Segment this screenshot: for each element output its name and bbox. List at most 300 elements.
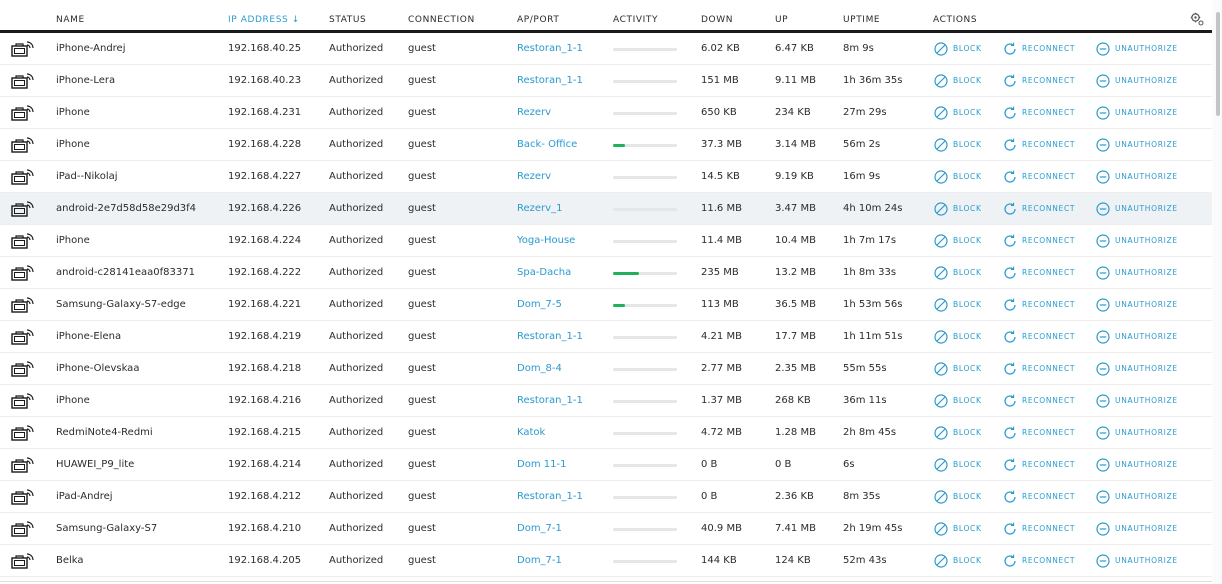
client-status: Authorized xyxy=(329,171,384,182)
activity-bar xyxy=(613,368,677,371)
reconnect-icon xyxy=(1003,330,1017,344)
wireless-device-icon xyxy=(11,488,35,506)
client-ap-link[interactable]: Restoran_1-1 xyxy=(517,331,583,342)
client-ip: 192.168.4.212 xyxy=(228,491,302,502)
client-row[interactable] xyxy=(0,417,1212,449)
activity-bar xyxy=(613,208,677,211)
client-down: 14.5 KB xyxy=(701,171,740,182)
reconnect-label: RECONNECT xyxy=(1022,236,1076,245)
client-ip: 192.168.4.222 xyxy=(228,267,302,278)
column-header-connection[interactable]: CONNECTION xyxy=(408,15,475,25)
client-ap-link[interactable]: Restoran_1-1 xyxy=(517,395,583,406)
client-name: iPhone-Elena xyxy=(56,331,122,342)
reconnect-icon xyxy=(1003,106,1017,120)
block-label: BLOCK xyxy=(953,204,982,213)
client-up: 7.41 MB xyxy=(775,523,816,534)
activity-bar xyxy=(613,240,677,243)
block-label: BLOCK xyxy=(953,44,982,53)
activity-bar xyxy=(613,560,677,563)
wireless-device-icon xyxy=(11,232,35,250)
reconnect-label: RECONNECT xyxy=(1022,460,1076,469)
wireless-device-icon xyxy=(11,328,35,346)
client-row[interactable] xyxy=(0,161,1212,193)
block-icon xyxy=(934,202,948,216)
wireless-device-icon xyxy=(11,360,35,378)
column-header-actions: ACTIONS xyxy=(933,15,978,25)
reconnect-label: RECONNECT xyxy=(1022,556,1076,565)
unauthorize-label: UNAUTHORIZE xyxy=(1115,524,1178,533)
activity-bar xyxy=(613,272,677,275)
client-down: 11.6 MB xyxy=(701,203,742,214)
client-name: iPhone-Olevskaa xyxy=(56,363,140,374)
client-up: 3.14 MB xyxy=(775,139,816,150)
client-up: 9.11 MB xyxy=(775,75,816,86)
unauthorize-label: UNAUTHORIZE xyxy=(1115,140,1178,149)
wireless-device-icon xyxy=(11,456,35,474)
client-name: iPhone-Andrej xyxy=(56,43,126,54)
client-down: 151 MB xyxy=(701,75,739,86)
unauthorize-icon xyxy=(1096,74,1110,88)
unauthorize-label: UNAUTHORIZE xyxy=(1115,364,1178,373)
wireless-device-icon xyxy=(11,520,35,538)
client-down: 37.3 MB xyxy=(701,139,742,150)
client-connection: guest xyxy=(408,203,436,214)
block-label: BLOCK xyxy=(953,332,982,341)
reconnect-label: RECONNECT xyxy=(1022,300,1076,309)
activity-bar xyxy=(613,432,677,435)
unauthorize-label: UNAUTHORIZE xyxy=(1115,396,1178,405)
client-uptime: 27m 29s xyxy=(843,107,887,118)
column-header-up[interactable]: UP xyxy=(775,15,789,25)
client-connection: guest xyxy=(408,427,436,438)
block-label: BLOCK xyxy=(953,268,982,277)
client-status: Authorized xyxy=(329,491,384,502)
client-row[interactable] xyxy=(0,193,1212,225)
wireless-device-icon xyxy=(11,136,35,154)
client-ap-link[interactable]: Dom_7-1 xyxy=(517,523,562,534)
client-up: 234 KB xyxy=(775,107,811,118)
unauthorize-label: UNAUTHORIZE xyxy=(1115,332,1178,341)
unauthorize-icon xyxy=(1096,106,1110,120)
scrollbar-thumb[interactable] xyxy=(1216,12,1220,116)
column-header-uptime[interactable]: UPTIME xyxy=(843,15,881,25)
wireless-device-icon xyxy=(11,200,35,218)
block-label: BLOCK xyxy=(953,364,982,373)
client-ap-link[interactable]: Rezerv xyxy=(517,171,552,182)
client-up: 2.35 MB xyxy=(775,363,816,374)
reconnect-icon xyxy=(1003,170,1017,184)
client-ip: 192.168.4.227 xyxy=(228,171,302,182)
client-row[interactable] xyxy=(0,385,1212,417)
unauthorize-label: UNAUTHORIZE xyxy=(1115,300,1178,309)
reconnect-label: RECONNECT xyxy=(1022,332,1076,341)
block-icon xyxy=(934,170,948,184)
client-name: iPad--Nikolaj xyxy=(56,171,118,182)
unauthorize-icon xyxy=(1096,170,1110,184)
unauthorize-icon xyxy=(1096,426,1110,440)
client-up: 6.47 KB xyxy=(775,43,814,54)
activity-bar xyxy=(613,112,677,115)
client-row[interactable] xyxy=(0,129,1212,161)
client-ap-link[interactable]: Dom 11-1 xyxy=(517,459,567,470)
client-down: 11.4 MB xyxy=(701,235,742,246)
column-header-ap-port[interactable]: AP/PORT xyxy=(517,15,560,25)
reconnect-label: RECONNECT xyxy=(1022,492,1076,501)
client-connection: guest xyxy=(408,107,436,118)
unauthorize-label: UNAUTHORIZE xyxy=(1115,108,1178,117)
client-uptime: 55m 55s xyxy=(843,363,887,374)
reconnect-label: RECONNECT xyxy=(1022,44,1076,53)
client-ip: 192.168.4.221 xyxy=(228,299,302,310)
unauthorize-icon xyxy=(1096,202,1110,216)
reconnect-icon xyxy=(1003,234,1017,248)
unauthorize-icon xyxy=(1096,42,1110,56)
client-connection: guest xyxy=(408,139,436,150)
client-row[interactable] xyxy=(0,449,1212,481)
client-up: 3.47 MB xyxy=(775,203,816,214)
block-icon xyxy=(934,490,948,504)
client-ip: 192.168.40.23 xyxy=(228,75,302,86)
client-uptime: 2h 8m 45s xyxy=(843,427,897,438)
client-up: 17.7 MB xyxy=(775,331,816,342)
block-icon xyxy=(934,458,948,472)
client-ap-link[interactable]: Back- Office xyxy=(517,139,578,150)
client-up: 36.5 MB xyxy=(775,299,816,310)
client-name: iPhone xyxy=(56,107,90,118)
client-status: Authorized xyxy=(329,459,384,470)
reconnect-icon xyxy=(1003,554,1017,568)
wireless-device-icon xyxy=(11,264,35,282)
reconnect-icon xyxy=(1003,458,1017,472)
client-up: 268 KB xyxy=(775,395,811,406)
wireless-device-icon xyxy=(11,104,35,122)
client-status: Authorized xyxy=(329,299,384,310)
unauthorize-label: UNAUTHORIZE xyxy=(1115,556,1178,565)
client-connection: guest xyxy=(408,235,436,246)
client-status: Authorized xyxy=(329,139,384,150)
client-ip: 192.168.4.205 xyxy=(228,555,302,566)
activity-bar xyxy=(613,144,677,147)
client-ap-link[interactable]: Dom_7-5 xyxy=(517,299,562,310)
activity-bar-fill xyxy=(613,272,639,275)
client-down: 4.21 MB xyxy=(701,331,742,342)
client-ap-link[interactable]: Dom_8-4 xyxy=(517,363,562,374)
reconnect-icon xyxy=(1003,266,1017,280)
client-ap-link[interactable]: Katok xyxy=(517,427,546,438)
block-label: BLOCK xyxy=(953,524,982,533)
client-down: 4.72 MB xyxy=(701,427,742,438)
client-name: android-c28141eaa0f83371 xyxy=(56,267,195,278)
block-icon xyxy=(934,394,948,408)
client-name: Belka xyxy=(56,555,84,566)
column-header-ip-address[interactable]: IP ADDRESS ↓ xyxy=(228,15,300,25)
block-label: BLOCK xyxy=(953,460,982,469)
wireless-device-icon xyxy=(11,392,35,410)
client-connection: guest xyxy=(408,363,436,374)
unauthorize-icon xyxy=(1096,490,1110,504)
reconnect-label: RECONNECT xyxy=(1022,172,1076,181)
unauthorize-label: UNAUTHORIZE xyxy=(1115,172,1178,181)
reconnect-label: RECONNECT xyxy=(1022,396,1076,405)
unauthorize-label: UNAUTHORIZE xyxy=(1115,76,1178,85)
client-name: RedmiNote4-Redmi xyxy=(56,427,153,438)
client-ip: 192.168.4.215 xyxy=(228,427,302,438)
reconnect-label: RECONNECT xyxy=(1022,428,1076,437)
activity-bar xyxy=(613,496,677,499)
table-body xyxy=(0,33,1212,577)
client-ap-link[interactable]: Restoran_1-1 xyxy=(517,491,583,502)
block-icon xyxy=(934,554,948,568)
client-status: Authorized xyxy=(329,43,384,54)
client-up: 9.19 KB xyxy=(775,171,814,182)
client-row[interactable] xyxy=(0,321,1212,353)
client-ap-link[interactable]: Restoran_1-1 xyxy=(517,43,583,54)
client-name: iPhone-Lera xyxy=(56,75,116,86)
reconnect-icon xyxy=(1003,74,1017,88)
client-status: Authorized xyxy=(329,75,384,86)
client-name: Samsung-Galaxy-S7 xyxy=(56,523,158,534)
reconnect-label: RECONNECT xyxy=(1022,76,1076,85)
column-header-activity[interactable]: ACTIVITY xyxy=(613,15,659,25)
client-connection: guest xyxy=(408,43,436,54)
client-uptime: 1h 53m 56s xyxy=(843,299,903,310)
client-ap-link[interactable]: Rezerv_1 xyxy=(517,203,563,214)
reconnect-icon xyxy=(1003,362,1017,376)
reconnect-label: RECONNECT xyxy=(1022,204,1076,213)
client-status: Authorized xyxy=(329,235,384,246)
unauthorize-icon xyxy=(1096,330,1110,344)
block-icon xyxy=(934,42,948,56)
unauthorize-label: UNAUTHORIZE xyxy=(1115,460,1178,469)
client-uptime: 56m 2s xyxy=(843,139,881,150)
activity-bar xyxy=(613,80,677,83)
block-icon xyxy=(934,426,948,440)
unauthorize-icon xyxy=(1096,522,1110,536)
client-ap-link[interactable]: Restoran_1-1 xyxy=(517,75,583,86)
client-connection: guest xyxy=(408,459,436,470)
client-connection: guest xyxy=(408,299,436,310)
wireless-device-icon xyxy=(11,72,35,90)
reconnect-label: RECONNECT xyxy=(1022,364,1076,373)
reconnect-icon xyxy=(1003,138,1017,152)
activity-bar xyxy=(613,304,677,307)
block-icon xyxy=(934,298,948,312)
client-up: 0 B xyxy=(775,459,792,470)
client-down: 113 MB xyxy=(701,299,739,310)
client-uptime: 8m 35s xyxy=(843,491,881,502)
reconnect-icon xyxy=(1003,490,1017,504)
reconnect-icon xyxy=(1003,42,1017,56)
client-ap-link[interactable]: Yoga-House xyxy=(517,235,576,246)
unauthorize-icon xyxy=(1096,298,1110,312)
client-ip: 192.168.4.224 xyxy=(228,235,302,246)
client-uptime: 1h 7m 17s xyxy=(843,235,897,246)
block-label: BLOCK xyxy=(953,396,982,405)
client-down: 650 KB xyxy=(701,107,737,118)
client-uptime: 1h 8m 33s xyxy=(843,267,897,278)
block-label: BLOCK xyxy=(953,300,982,309)
unauthorize-label: UNAUTHORIZE xyxy=(1115,236,1178,245)
client-connection: guest xyxy=(408,171,436,182)
client-up: 2.36 KB xyxy=(775,491,814,502)
activity-bar-fill xyxy=(613,144,625,147)
client-ip: 192.168.4.216 xyxy=(228,395,302,406)
wireless-device-icon xyxy=(11,424,35,442)
client-ap-link[interactable]: Dom_7-1 xyxy=(517,555,562,566)
client-status: Authorized xyxy=(329,555,384,566)
unauthorize-label: UNAUTHORIZE xyxy=(1115,492,1178,501)
client-name: iPhone xyxy=(56,139,90,150)
column-header-down[interactable]: DOWN xyxy=(701,15,734,25)
activity-bar xyxy=(613,400,677,403)
reconnect-label: RECONNECT xyxy=(1022,108,1076,117)
reconnect-label: RECONNECT xyxy=(1022,140,1076,149)
client-down: 40.9 MB xyxy=(701,523,742,534)
unauthorize-icon xyxy=(1096,458,1110,472)
client-row[interactable] xyxy=(0,545,1212,577)
unauthorize-icon xyxy=(1096,138,1110,152)
reconnect-icon xyxy=(1003,202,1017,216)
client-row[interactable] xyxy=(0,97,1212,129)
client-row[interactable] xyxy=(0,33,1212,65)
activity-bar xyxy=(613,464,677,467)
client-down: 1.37 MB xyxy=(701,395,742,406)
client-connection: guest xyxy=(408,267,436,278)
client-uptime: 16m 9s xyxy=(843,171,881,182)
client-ip: 192.168.4.214 xyxy=(228,459,302,470)
client-uptime: 1h 11m 51s xyxy=(843,331,903,342)
activity-bar xyxy=(613,48,677,51)
client-down: 6.02 KB xyxy=(701,43,740,54)
block-icon xyxy=(934,106,948,120)
client-uptime: 36m 11s xyxy=(843,395,887,406)
unauthorize-icon xyxy=(1096,234,1110,248)
client-down: 2.77 MB xyxy=(701,363,742,374)
unauthorize-label: UNAUTHORIZE xyxy=(1115,204,1178,213)
client-ip: 192.168.40.25 xyxy=(228,43,302,54)
client-row[interactable] xyxy=(0,481,1212,513)
unauthorize-label: UNAUTHORIZE xyxy=(1115,44,1178,53)
unauthorize-label: UNAUTHORIZE xyxy=(1115,428,1178,437)
client-status: Authorized xyxy=(329,523,384,534)
client-uptime: 2h 19m 45s xyxy=(843,523,903,534)
client-name: Samsung-Galaxy-S7-edge xyxy=(56,299,186,310)
reconnect-label: RECONNECT xyxy=(1022,268,1076,277)
block-label: BLOCK xyxy=(953,556,982,565)
block-label: BLOCK xyxy=(953,76,982,85)
client-status: Authorized xyxy=(329,331,384,342)
client-connection: guest xyxy=(408,395,436,406)
wireless-device-icon xyxy=(11,168,35,186)
client-ap-link[interactable]: Rezerv xyxy=(517,107,552,118)
client-status: Authorized xyxy=(329,395,384,406)
wireless-device-icon xyxy=(11,296,35,314)
block-icon xyxy=(934,330,948,344)
column-header-name[interactable]: NAME xyxy=(56,15,85,25)
unauthorize-label: UNAUTHORIZE xyxy=(1115,268,1178,277)
client-uptime: 52m 43s xyxy=(843,555,887,566)
block-label: BLOCK xyxy=(953,140,982,149)
client-up: 13.2 MB xyxy=(775,267,816,278)
client-row[interactable] xyxy=(0,289,1212,321)
unauthorize-icon xyxy=(1096,266,1110,280)
unauthorize-icon xyxy=(1096,362,1110,376)
wireless-device-icon xyxy=(11,552,35,570)
client-uptime: 6s xyxy=(843,459,855,470)
block-label: BLOCK xyxy=(953,172,982,181)
client-row[interactable] xyxy=(0,353,1212,385)
client-down: 144 KB xyxy=(701,555,737,566)
client-up: 1.28 MB xyxy=(775,427,816,438)
table-header xyxy=(0,0,1212,33)
activity-bar xyxy=(613,336,677,339)
block-icon xyxy=(934,362,948,376)
reconnect-label: RECONNECT xyxy=(1022,524,1076,533)
reconnect-icon xyxy=(1003,298,1017,312)
client-status: Authorized xyxy=(329,107,384,118)
gear-icon[interactable] xyxy=(1190,12,1204,26)
block-label: BLOCK xyxy=(953,108,982,117)
block-label: BLOCK xyxy=(953,428,982,437)
client-uptime: 4h 10m 24s xyxy=(843,203,903,214)
client-status: Authorized xyxy=(329,203,384,214)
block-icon xyxy=(934,266,948,280)
block-icon xyxy=(934,138,948,152)
unauthorize-icon xyxy=(1096,394,1110,408)
client-name: android-2e7d58d58e29d3f4 xyxy=(56,203,197,214)
reconnect-icon xyxy=(1003,522,1017,536)
client-status: Authorized xyxy=(329,267,384,278)
client-down: 235 MB xyxy=(701,267,739,278)
activity-bar-fill xyxy=(613,304,625,307)
block-label: BLOCK xyxy=(953,492,982,501)
client-connection: guest xyxy=(408,555,436,566)
client-row[interactable] xyxy=(0,225,1212,257)
client-connection: guest xyxy=(408,331,436,342)
client-ip: 192.168.4.218 xyxy=(228,363,302,374)
client-row[interactable] xyxy=(0,513,1212,545)
client-row[interactable] xyxy=(0,65,1212,97)
client-uptime: 1h 36m 35s xyxy=(843,75,903,86)
client-ip: 192.168.4.231 xyxy=(228,107,302,118)
client-down: 0 B xyxy=(701,459,718,470)
activity-bar xyxy=(613,176,677,179)
client-ap-link[interactable]: Spa-Dacha xyxy=(517,267,572,278)
client-status: Authorized xyxy=(329,427,384,438)
table-bottom-divider xyxy=(0,581,1212,582)
block-icon xyxy=(934,522,948,536)
column-header-status[interactable]: STATUS xyxy=(329,15,367,25)
client-name: HUAWEI_P9_lite xyxy=(56,459,135,470)
block-icon xyxy=(934,234,948,248)
client-name: iPhone xyxy=(56,395,90,406)
client-down: 0 B xyxy=(701,491,718,502)
reconnect-icon xyxy=(1003,394,1017,408)
client-up: 124 KB xyxy=(775,555,811,566)
client-ip: 192.168.4.219 xyxy=(228,331,302,342)
wireless-device-icon xyxy=(11,40,35,58)
client-up: 10.4 MB xyxy=(775,235,816,246)
client-ip: 192.168.4.228 xyxy=(228,139,302,150)
client-row[interactable] xyxy=(0,257,1212,289)
client-connection: guest xyxy=(408,75,436,86)
client-connection: guest xyxy=(408,491,436,502)
client-connection: guest xyxy=(408,523,436,534)
client-uptime: 8m 9s xyxy=(843,43,874,54)
reconnect-icon xyxy=(1003,426,1017,440)
client-ip: 192.168.4.210 xyxy=(228,523,302,534)
unauthorize-icon xyxy=(1096,554,1110,568)
